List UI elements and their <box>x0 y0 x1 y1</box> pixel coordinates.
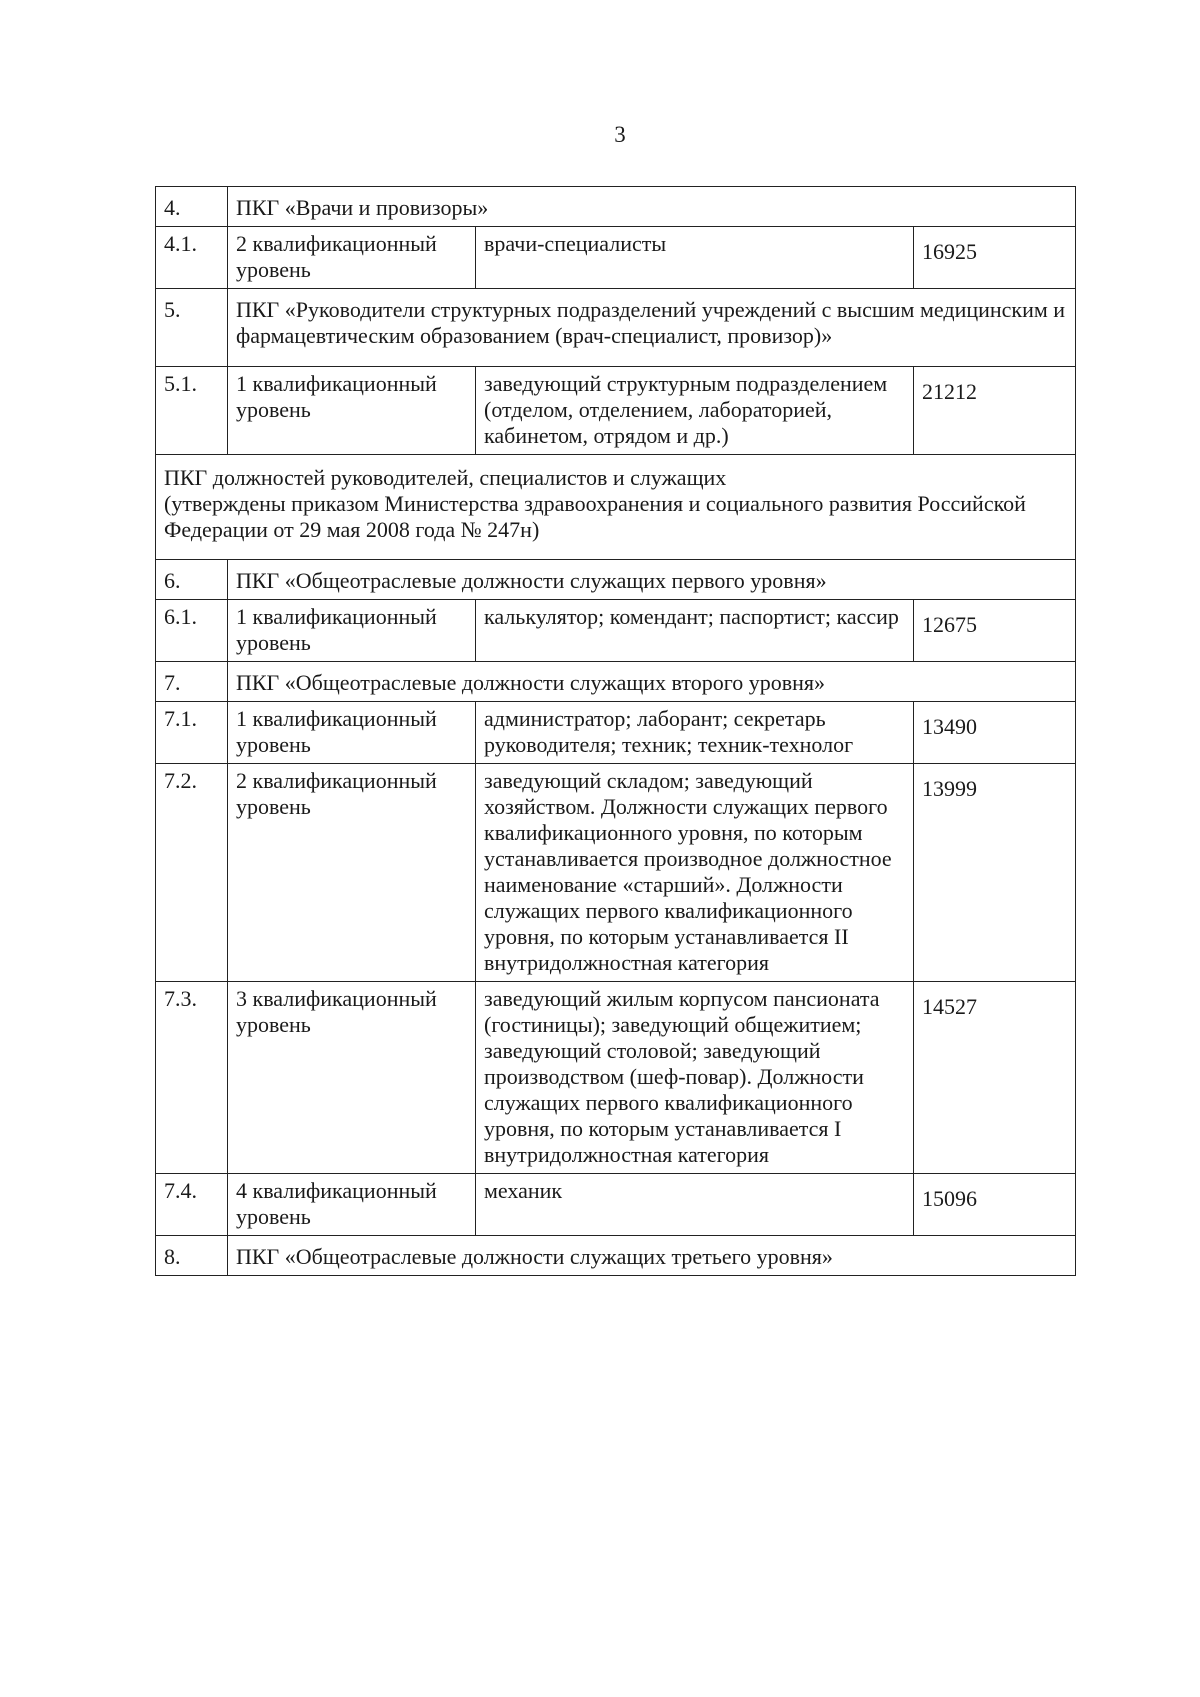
qualification-level: 3 квалификационный уровень <box>228 982 476 1174</box>
group-title: ПКГ «Общеотраслевые должности служащих второго уровня» <box>228 662 1076 702</box>
salary-cell: 14527 <box>914 982 1076 1174</box>
table-row-group-7 <box>156 662 1076 702</box>
table-row-group-5 <box>156 289 1076 367</box>
table-row-7-2 <box>156 764 1076 982</box>
qualification-level: 1 квалификационный уровень <box>228 600 476 662</box>
section-title: ПКГ должностей руководителей, специалистов и служащих <box>164 465 727 490</box>
section-approval-note: (утверждены приказом Министерства здравоохранения и социального развития Российской Федерации от 29 мая 2008 года № 247н) <box>164 491 1026 542</box>
positions-cell: заведующий складом; заведующий хозяйством. Должности служащих первого квалификационного уровня, по которым устанавливается производное должностное наименование «старший». Должности служащих первого квалификационного уровня, по которым устанавливается II внутридолжностная категория <box>476 764 914 982</box>
qualification-level: 4 квалификационный уровень <box>228 1174 476 1236</box>
table-row-7-1 <box>156 702 1076 764</box>
table-row-4-1 <box>156 227 1076 289</box>
row-number: 5. <box>156 289 228 367</box>
qualification-level: 2 квалификационный уровень <box>228 764 476 982</box>
row-number: 7.3. <box>156 982 228 1174</box>
row-number: 4.1. <box>156 227 228 289</box>
table-row-6-1 <box>156 600 1076 662</box>
section-header <box>156 455 1076 560</box>
table-row-5-1 <box>156 367 1076 455</box>
group-title: ПКГ «Общеотраслевые должности служащих первого уровня» <box>228 560 1076 600</box>
row-number: 4. <box>156 187 228 227</box>
salary-cell: 15096 <box>914 1174 1076 1236</box>
salary-cell: 13490 <box>914 702 1076 764</box>
salary-cell: 21212 <box>914 367 1076 455</box>
positions-cell: калькулятор; комендант; паспортист; кассир <box>476 600 914 662</box>
salary-cell: 13999 <box>914 764 1076 982</box>
table-row-group-4 <box>156 187 1076 227</box>
row-number: 7. <box>156 662 228 702</box>
section-header-row <box>156 455 1076 560</box>
page-number: 3 <box>614 122 626 147</box>
qualification-level: 1 квалификационный уровень <box>228 702 476 764</box>
salary-cell: 16925 <box>914 227 1076 289</box>
row-number: 8. <box>156 1236 228 1276</box>
group-title: ПКГ «Врачи и провизоры» <box>228 187 1076 227</box>
table-row-7-3 <box>156 982 1076 1174</box>
row-number: 7.4. <box>156 1174 228 1236</box>
positions-cell: врачи-специалисты <box>476 227 914 289</box>
positions-cell: механик <box>476 1174 914 1236</box>
group-title: ПКГ «Общеотраслевые должности служащих третьего уровня» <box>228 1236 1076 1276</box>
positions-cell: заведующий структурным подразделением (отделом, отделением, лабораторией, кабинетом, отрядом и др.) <box>476 367 914 455</box>
qualification-level: 1 квалификационный уровень <box>228 367 476 455</box>
qualification-level: 2 квалификационный уровень <box>228 227 476 289</box>
group-title: ПКГ «Руководители структурных подразделений учреждений с высшим медицинским и фармацевтическим образованием (врач-специалист, провизор)» <box>228 289 1076 367</box>
row-number: 5.1. <box>156 367 228 455</box>
table-row-7-4 <box>156 1174 1076 1236</box>
qualification-table <box>155 186 1076 1276</box>
row-number: 6.1. <box>156 600 228 662</box>
row-number: 7.1. <box>156 702 228 764</box>
table-row-group-8 <box>156 1236 1076 1276</box>
positions-cell: администратор; лаборант; секретарь руководителя; техник; техник-технолог <box>476 702 914 764</box>
positions-cell: заведующий жилым корпусом пансионата (гостиницы); заведующий общежитием; заведующий столовой; заведующий производством (шеф-повар). Должности служащих первого квалификационного уровня, по которым устанавливается I внутридолжностная категория <box>476 982 914 1174</box>
row-number: 7.2. <box>156 764 228 982</box>
row-number: 6. <box>156 560 228 600</box>
salary-cell: 12675 <box>914 600 1076 662</box>
table-row-group-6 <box>156 560 1076 600</box>
